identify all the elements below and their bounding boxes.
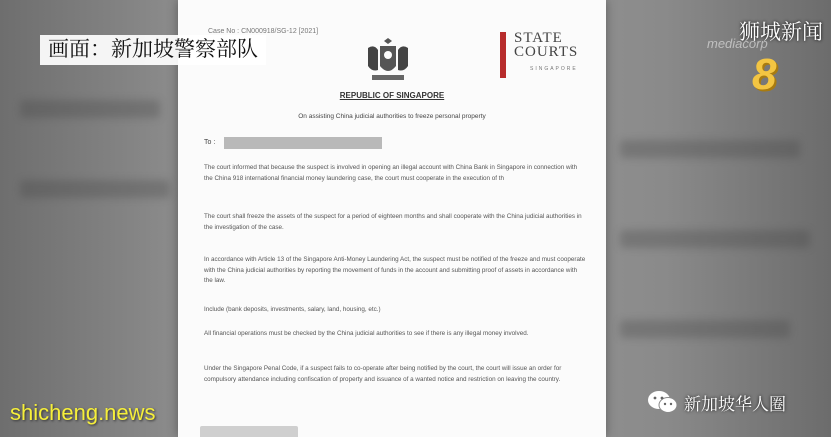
paragraph: Under the Singapore Penal Code, if a suspect fails to co-operate after being notified by the court, the court will issue an order for compulsory attendance including confiscation of property and issuance of a wanted notice and restriction on leaving the country.: [204, 365, 562, 383]
state-courts-logo: [500, 30, 596, 80]
logo-text-courts: COURTS: [514, 44, 579, 60]
background-blur-line: [620, 230, 810, 248]
logo-text-state: STATE: [514, 30, 563, 46]
background-blur-line: [20, 100, 160, 118]
background-blur-line: [620, 140, 800, 158]
paragraph: The court informed that because the suspect is involved in opening an illegal account with China Bank in Singapore in connection with the China 918 international financial money laundering case, the court must cooperate in the execution of th: [204, 164, 578, 182]
court-document: [178, 0, 606, 437]
network-logo-text: mediacorp: [707, 36, 768, 51]
paragraph: The court shall freeze the assets of the suspect for a period of eighteen months and shall cooperate with the China judicial authorities in the investigation of the case.: [204, 213, 582, 231]
logo-text-singapore: SINGAPORE: [530, 66, 578, 72]
paragraph: In accordance with Article 13 of the Singapore Anti-Money Laundering Act, the suspect must be notified of the freeze and must cooperate with the China judicial authorities by reporting the movement of funds in the account and submitting proof of assets in accordance with the law.: [204, 256, 586, 285]
redacted-recipient: [224, 137, 382, 149]
background-blur-line: [20, 180, 170, 198]
caption-banner: 画面：新加坡警察部队: [40, 35, 266, 65]
document-title: REPUBLIC OF SINGAPORE: [339, 91, 445, 100]
wechat-icon: [646, 389, 680, 415]
logo-red-bar: [500, 32, 506, 78]
channel-8-logo: 8: [752, 50, 777, 99]
singapore-coat-of-arms-icon: [362, 38, 414, 84]
case-number: Case No : CN000918/SG-12 [2021]: [208, 28, 319, 35]
document-subtitle: On assisting China judicial authorities to freeze personal property: [298, 113, 486, 120]
site-watermark: shicheng.news: [10, 400, 156, 425]
bottom-paper-edge: [200, 426, 298, 437]
background-blur-line: [620, 320, 790, 338]
channel-name: 狮城新闻: [739, 21, 823, 44]
paragraph: Include (bank deposits, investments, salary, land, housing, etc.): [204, 306, 381, 313]
paragraph: All financial operations must be checked by the China judicial authorities to see if there is any illegal money involved.: [204, 330, 529, 337]
to-label: To :: [204, 139, 216, 146]
wechat-account-name: 新加坡华人圈: [684, 395, 786, 414]
